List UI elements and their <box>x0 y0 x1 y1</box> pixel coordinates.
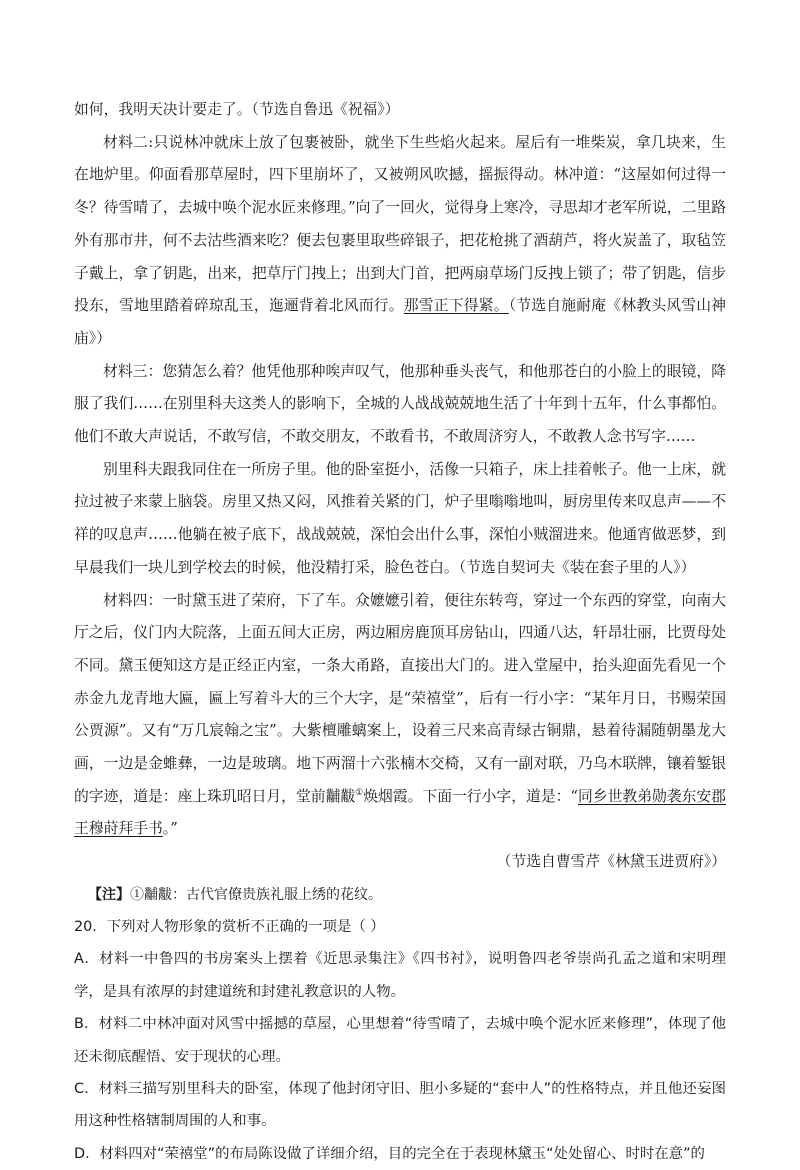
paragraph-text: 。” <box>162 820 178 838</box>
source-citation: （节选自施耐庵《林教头风雪山神庙》） <box>74 297 726 347</box>
paragraph-text: 焕烟霞。下面一行小字，道是：“ <box>363 787 578 805</box>
note-text: ①黼黻：古代官僚贵族礼服上绣的花纹。 <box>130 886 382 903</box>
paragraph-text: 材料二:只说林冲就床上放了包裹被卧，就坐下生些焰火起来。屋后有一堆柴炭，拿几块来，生在地炉里。仰面看那草屋时，四下里崩坏了，又被朔风吹撼，摇振得动。林冲道：“这屋如何过得一冬？待雪晴了，去城中唤个泥水匠来修理。”向了一回火，觉得身上寒冷，寻思却才老军所说，二里路外有那市井，何不去沽些酒来吃？便去包裹里取些碎银子，把花枪挑了酒葫芦，将火炭盖了，取毡笠子戴上，拿了钥匙，出来，把草厅门拽上；出到大门首，把两扇草场门反拽上锁了；带了钥匙，信步投东，雪地里踏着碎琼乱玉，迤逦背着北风而行。 <box>74 133 726 315</box>
option-text: D．材料四对“荣禧堂”的布局陈设做了详细介绍，目的完全在于表现林黛玉“处处留心、时时在意”的 <box>74 1145 705 1162</box>
passage-material-4 <box>74 585 726 847</box>
option-c <box>74 1073 726 1138</box>
source-citation: （节选自曹雪芹《林黛玉进贾府》） <box>496 853 726 871</box>
source-citation-right <box>74 846 726 879</box>
underlined-sentence: 那雪正下得紧。 <box>403 297 509 315</box>
question-stem <box>74 911 726 943</box>
passage-material-3 <box>74 356 726 454</box>
question-text: 20．下列对人物形象的赏析不正确的一项是（ ） <box>74 918 385 935</box>
footnote-marker: ① <box>355 787 364 798</box>
passage-material-3-continued <box>74 454 726 585</box>
underlined-phrase: 同乡世教弟勋袭东安郡王穆莳拜手书 <box>74 787 726 838</box>
paragraph-text: 材料四：一时黛玉进了荣府，下了车。众嬷嬷引着，便往东转弯，穿过一个东西的穿堂，向南大厅之后，仪门内大院落，上面五间大正房，两边厢房鹿顶耳房钻山，四通八达，轩昂壮丽，比贾母处不同。黛玉便知这方是正经正内室，一条大甬路，直接出大门的。进入堂屋中，抬头迎面先看见一个赤金九龙青地大匾，匾上写着斗大的三个大字，是“荣禧堂”，后有一行小字：“某年月日，书赐荣国公贾源”。又有“万几宸翰之宝”。大紫檀雕螭案上，设着三尺来高青绿古铜鼎，悬着待漏随朝墨龙大画，一边是金蜼彝，一边是玻璃。地下两溜十六张楠木交椅，又有一副对联，乃乌木联牌，镶着錾银的字迹，道是：座上珠玑昭日月，堂前黼黻 <box>74 591 726 805</box>
option-text: B．材料二中林冲面对风雪中摇撼的草屋，心里想着“待雪晴了，去城中唤个泥水匠来修理”，体现了他还未彻底醒悟、安于现状的心理。 <box>74 1016 726 1065</box>
option-text: A．材料一中鲁四的书房案头上摆着《近思录集注》《四书衬》，说明鲁四老爷崇尚孔孟之道和宋明理学，是具有浓厚的封建道统和封建礼教意识的人物。 <box>74 951 726 1000</box>
option-b <box>74 1008 726 1073</box>
option-a <box>74 943 726 1008</box>
passage-paragraph-0 <box>74 94 726 127</box>
note-tag: 【注】 <box>88 886 130 903</box>
document-body <box>74 94 726 1170</box>
footnote <box>74 879 726 911</box>
paragraph-text: 材料三：您猜怎么着？他凭他那种唉声叹气，他那种垂头丧气，和他那苍白的小脸上的眼镜，降服了我们……在别里科夫这类人的影响下，全城的人战战兢兢地生活了十年到十五年，什么事都怕。他们不敢大声说话，不敢写信，不敢交朋友，不敢看书，不敢周济穷人，不敢教人念书写字…… <box>74 362 726 446</box>
option-d <box>74 1138 726 1170</box>
paragraph-text: 别里科夫跟我同住在一所房子里。他的卧室挺小，活像一只箱子，床上挂着帐子。他一上床，就拉过被子来蒙上脑袋。房里又热又闷，风推着关紧的门，炉子里嗡嗡地叫，厨房里传来叹息声——不祥的叹息声……他躺在被子底下，战战兢兢，深怕会出什么事，深怕小贼溜进来。他通宵做恶梦，到早晨我们一块儿到学校去的时候，他没精打采，脸色苍白。（节选自契诃夫《装在套子里的人》） <box>74 460 726 576</box>
option-text: C．材料三描写别里科夫的卧室，体现了他封闭守旧、胆小多疑的“套中人”的性格特点，并且他还妄图用这种性格辖制周围的人和事。 <box>74 1080 726 1130</box>
paragraph-text: 如何，我明天决计要走了。（节选自鲁迅《祝福》） <box>74 101 400 118</box>
passage-material-2 <box>74 127 726 356</box>
